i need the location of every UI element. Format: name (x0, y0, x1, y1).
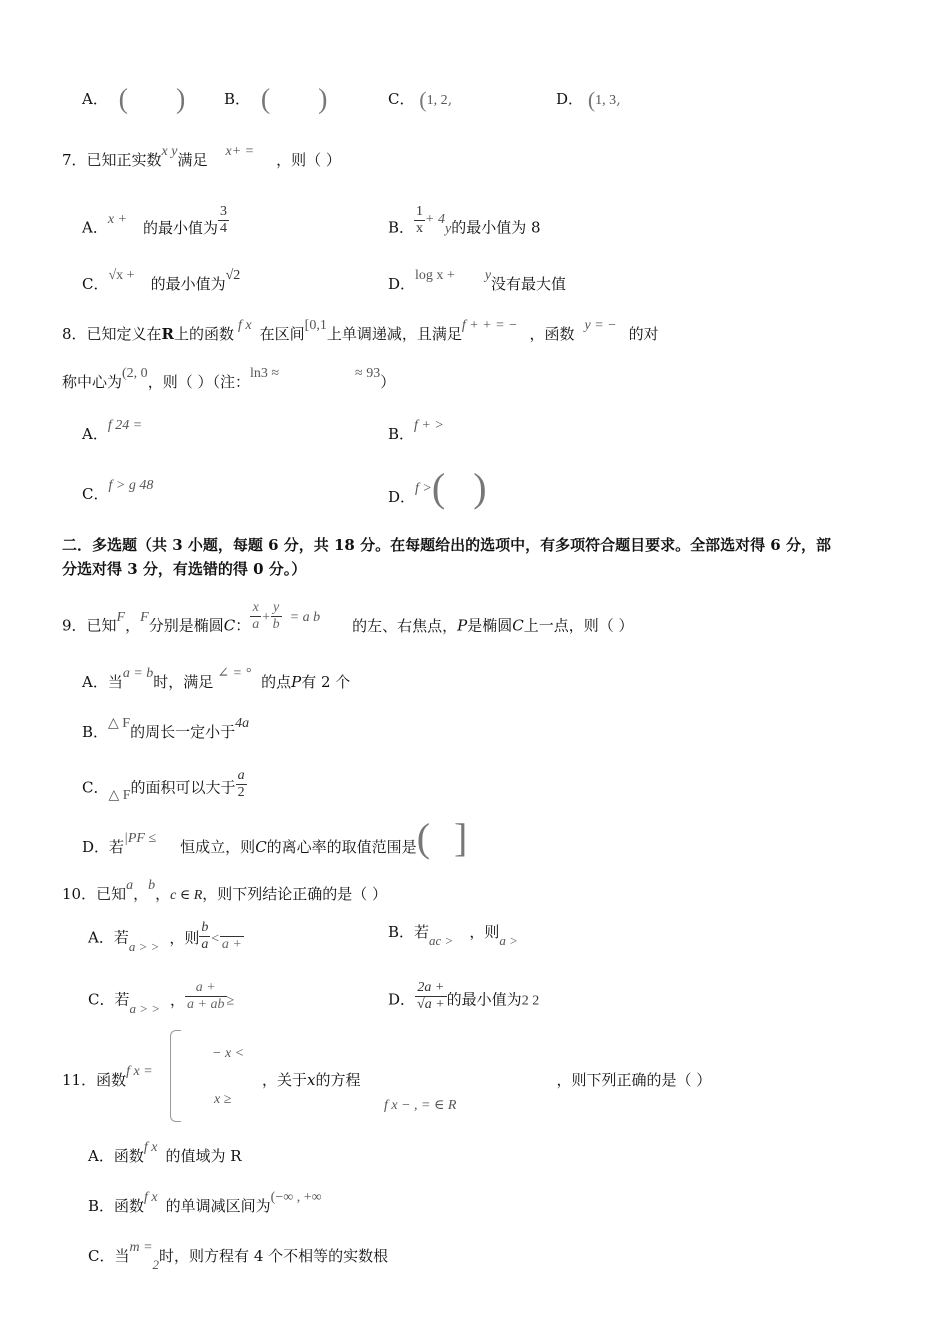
section-2-header-line1: 二．多选题（共 3 小题，每题 6 分，共 18 分。在每题给出的选项中，有多项符合题目要求。全部选对得 6 分，部 (62, 536, 831, 554)
q8-option-d: D．f >( ) (388, 465, 487, 510)
section-2-header-line2: 分选对得 3 分，有选错的得 0 分。） (62, 560, 307, 578)
fraction: $\frac{1}{x}$ (416, 204, 424, 236)
q10-option-d: D． $\frac{2a +}{√a +}$ 的最小值为2 2 (388, 980, 540, 1012)
paren-right: ) (318, 84, 328, 115)
paren-left: ( (587, 87, 596, 112)
q11-option-a: A．函数f x 的值域为 R (88, 1140, 242, 1165)
q10-option-b: B．若ac > ，则a > (388, 923, 518, 948)
fraction: a + (220, 920, 244, 953)
q6-option-c: C． (1, 2, (388, 87, 453, 112)
fraction: $\frac{x}{a}$ (252, 600, 260, 632)
q8-option-c: C．f > g 48 (82, 478, 154, 503)
q9-option-d: D．若|PF ≤ 恒成立，则C的离心率的取值范围是( ] (82, 815, 468, 860)
q10-option-a: A．若a > > ，则 $\frac{b}{a}$ < a + (88, 920, 242, 954)
q11-stem-cont: ，关于x的方程 ，则下列正确的是（ ） (262, 1071, 712, 1089)
q9-option-a: A．当a = b时，满足 ∠ = ° 的点P有 2 个 (82, 666, 351, 691)
paren-right: ) (473, 465, 487, 510)
piecewise-case-1: − x < (212, 1046, 245, 1061)
fraction: $\frac{b}{a}$ (201, 920, 209, 952)
fraction: $\frac{3}{4}$ (220, 204, 228, 236)
q6-option-b: B． ( ) (224, 84, 328, 115)
q10-option-c: C．若a > > ， $\frac{a +}{a + ab}$ ≥ (88, 980, 235, 1016)
q6-option-d: D． (1, 3, (556, 87, 621, 112)
q7-stem: 7．已知正实数x y满足 x+ = ，则（ ） (62, 144, 341, 169)
paren-right: ) (175, 84, 186, 115)
q7-option-c: C．√x + 的最小值为√2 (82, 268, 241, 293)
fraction: $\frac{a}{2}$ (237, 768, 245, 800)
q11-option-b: B．函数f x 的单调减区间为(−∞ , +∞ (88, 1190, 322, 1215)
fraction: $\frac{2a +}{√a +}$ (417, 980, 445, 1012)
bracket-left: ( (416, 815, 431, 860)
paren-left: ( (260, 84, 271, 115)
q9-stem: 9．已知F，F分别是椭圆C： $\frac{x}{a}$ + $\frac{y}{b}$ = a b 的左、右焦点，P是椭圆C上一点，则（ ） (62, 600, 634, 635)
q10-stem: 10．已知a，b，c ∈ R，则下列结论正确的是（ ） (62, 878, 388, 903)
q8-option-a: A．f 24 = (82, 418, 143, 443)
piecewise-case-2: x ≥ (214, 1092, 232, 1107)
q7-option-b: B． $\frac{1}{x}$ + 4y的最小值为 8 (388, 204, 541, 237)
q11-stem: 11．函数f x = (62, 1064, 153, 1089)
q9-option-c: C．△ F的面积可以大于 $\frac{a}{2}$ (82, 768, 245, 803)
fraction: $\frac{a +}{a + ab}$ (187, 980, 225, 1012)
paren-left: ( (118, 84, 128, 115)
q8-option-b: B．f + > (388, 418, 444, 443)
q6-option-a: A． ( ) (82, 84, 186, 115)
q9-option-b: B．△ F的周长一定小于4a (82, 716, 250, 741)
q11-option-c: C．当m =2时，则方程有 4 个不相等的实数根 (88, 1240, 389, 1272)
q7-option-d: D．log x + y没有最大值 (388, 268, 567, 293)
q8-stem-line2: 称中心为(2, 0，则（ ）（注：ln3 ≈ ≈ 93） (62, 366, 396, 391)
piecewise-brace (170, 1030, 181, 1122)
q11-equation: f x − , = ∈ R (384, 1098, 457, 1113)
q7-option-a: A．x + 的最小值为 $\frac{3}{4}$ (82, 204, 228, 237)
paren-left: ( (431, 465, 446, 510)
fraction: $\frac{y}{b}$ (272, 600, 280, 632)
bracket-right: ] (454, 815, 468, 860)
q8-stem-line1: 8．已知定义在R上的函数 f x 在区间[0,1上单调递减，且满足f + + = − ，函数 y = − 的对 (62, 318, 659, 343)
paren-left: ( (419, 87, 427, 112)
